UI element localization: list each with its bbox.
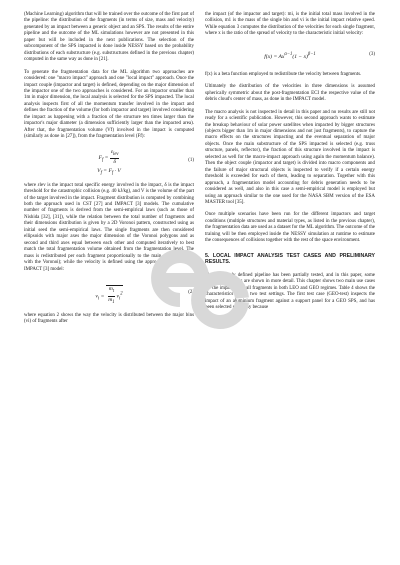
equation-1-body: $F_f$ = $\frac{\varepsilon_{lev}}{\delta}$ $V_f = F_f \cdot V$ (97, 148, 121, 176)
equation-3-body: $f(x) = Ax^{\alpha-1}(1 - x)^{\beta-1}$ (264, 51, 316, 60)
paragraph: where εlev is the impact total specific energy involved in the impact, δ is the impact threshold for the catastrophic collision (e.g. 40 kJ/kg), and V is the volume of the part of the target involved in the impact. Fragment distribution is computed by combining both the approach used in CST [27] and IMPACT [3] models. The cumulative number of fragments is derived from the semi-empirical laws (such as those of Nishida [32], [31]), while the relation between the total number of fragments and their dimensions distribution is given by a 2D Voronoi pattern, constructed using as initial seed the semi-empirical laws. The single fragments are then considered ellipsoids with major axes the major dimension of the Voronoi polygons and as second and third axes equal between each other and computed iteratively to best match the total fragmentation volume obtained from the fragmentation level. The mass is redistributed per each fragment proportionally to the main size (computed with the Voronoi); while the velocity is defined using the approach defined in the IMPACT [3] model: (24, 182, 194, 272)
equation-1 (24, 147, 194, 177)
equation-number: (3) (369, 51, 375, 57)
paragraph: where equation 2 shows the way the velocity is distributed between the major bins (vi) of fragments after (24, 312, 194, 325)
equation-number: (2) (188, 289, 194, 295)
right-column (205, 12, 375, 318)
equation-2 (24, 279, 194, 307)
paragraph: The macro analysis is not inspected in detail in this paper and no results are still not ready for a scientific publication. However, this second approach wants to estimate the breakup behaviour of solar power satellites when impacted by bigger structures (objects bigger than 1m in major dimensions and not just fragments), to capture the macro effects on the structures impacting and the eventual separation of major objects. Once the main substructure of the SPS impacted is selected (e.g. truss structure, panels, reflector), the fraction of this structure involved in the impact is selected as well for the macro-impact approach using again the momentum balance). Then the object couple (impactor and target) is divided into macro components and the failure of major structural objects is inspected to verify if a certain energy threshold is exceeded for each of them, leading to separation. Together with this approach, a fragmentation model accounting for debris generation needs to be considered as well, and also in this case a semi-empirical model is employed but using an approach similar to the one used for the NASA SBM version of the ESA MASTER tool [35]. (205, 109, 375, 205)
equation-3 (205, 44, 375, 66)
equation-number: (1) (188, 157, 194, 163)
left-column (24, 12, 194, 332)
paragraph: Once multiple scenarios have been run for the different impactors and target conditions (multiple structures and material types, as listed in the previous chapter), the fragmentation data are used as a dataset for the ML algorithm. The outcome of the training will be then employed inside the NESSY simulation at runtime to estimate the consequences of collisions together with the rest of the space environment. (205, 212, 375, 244)
paragraph: Ultimately the distribution of the velocities in three dimensions is assumed spherically symmetric about the post-fragmentation ECI the respective value of the debris cloud's center of mass, as done in the IMPACT model. (205, 84, 375, 103)
paragraph: (Machine Learning) algorithm that will be trained over the outcome of the first part of the pipeline: the distribution of the fragments (in terms of size, mass and velocity) generated by an impact between a generic object and an SPS. The results of the entire pipeline and the outcome of the ML simulations however are not presented in this paper but will be included in the next publications. The selection of the subcomponent of the SPS impacted is done inside NESSY based on the probability distributions of each substructure (e.g. substructures defined in the previous chapter) computed in the same way as done in [21]. (24, 12, 195, 63)
paragraph: the impact (of the impactor and target): mi, is the initial total mass involved in the collision, m1 is the mass of the single bin and vi is the initial impact relative speed. While equation 3 computes the distribution of the velocities for each single fragment, where x is the ratio of the spread of velocity to the characteristic initial velocity: (205, 12, 375, 37)
paragraph: The previously defined pipeline has been partially tested, and in this paper, some preliminary results are shown in more detail. This chapter shows two main use cases for the impact of small fragments in both LEO and GEO regimes. Table 4 shows the characteristics of the two test settings. The first test case (GEO-test) inspects the impact of an aluminium fragment against a support panel for a GEO SPS, and has been selected explicitly because (205, 272, 375, 311)
paragraph: f(x) is a beta function employed to redistribute the velocity between fragments. (205, 71, 362, 77)
paragraph: To generate the fragmentation data for the ML algorithm two approaches are considered: one "macro impact" approach and one "local impact" approach. Once the impact couple (impactor and target) is defined, depending on the major dimension of the impactor one of the two approaches is considered. For an impactor smaller than 1m in major dimension, the local analysis is selected for the SPS impacted. The local analysis inspects first of all the momentum transfer involved in the impact and defines the fraction of the volume (for both impactor and target) involved considering the impact as happening with a fraction of the structure ten times larger than the impactor's major diameter (a dimension sufficiently larger than the impacted area). After that, the fragmentation volume (Vf) involved in the impact is computed (similarly as done in [27]), from the fragmentation level (Ff): (24, 69, 194, 140)
section-heading: 5. LOCAL IMPACT ANALYSIS TEST CASES AND PRELIMINARY RESULTS. (205, 252, 375, 266)
equation-2-body: $v_i$ = $\frac{m_t}{m_1}$ $v_i^2$ (95, 285, 123, 305)
